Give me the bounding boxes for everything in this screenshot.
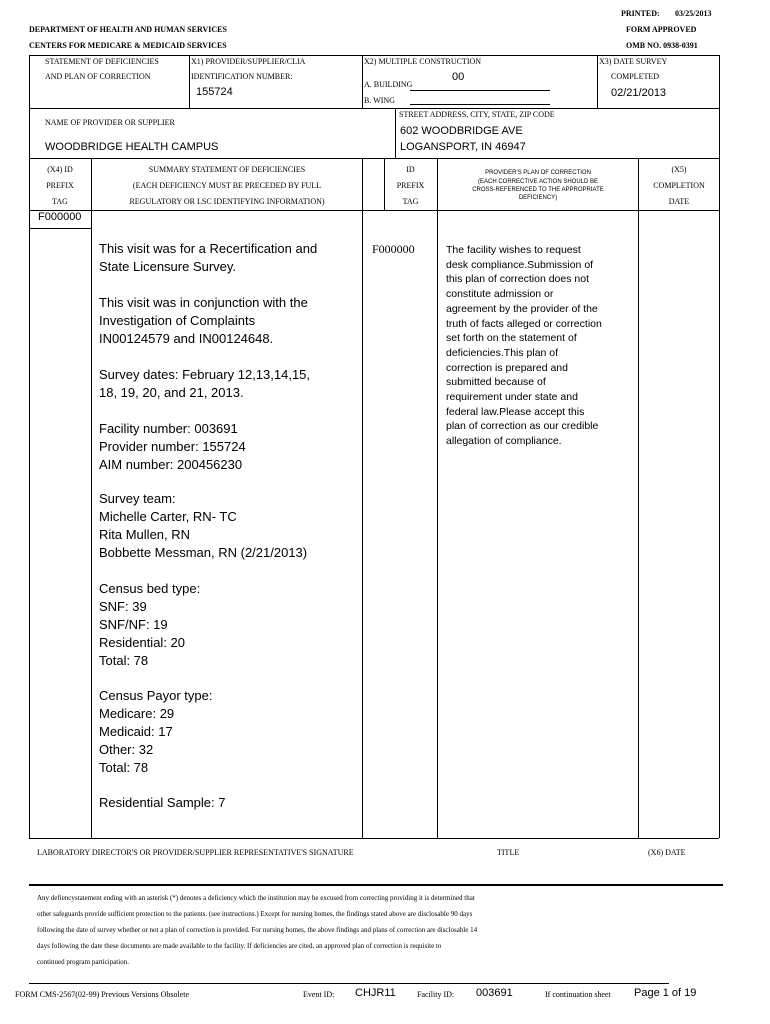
completion-label: COMPLETION bbox=[653, 181, 705, 190]
rule bbox=[29, 228, 91, 229]
plan-header-4: DEFICIENCY) bbox=[518, 195, 558, 201]
x2-label: X2) MULTIPLE CONSTRUCTION bbox=[364, 57, 482, 66]
rule bbox=[29, 158, 719, 159]
x5-label: (X5) bbox=[671, 165, 687, 174]
disclaimer-line: following the date of survey whether or not a plan of correction is provided. For nursing homes, the above findings and plans of correction are disclosable 14 bbox=[37, 926, 478, 934]
rule bbox=[362, 158, 363, 210]
tag-label: TAG bbox=[402, 197, 419, 206]
rule bbox=[29, 210, 719, 211]
wing-label: B. WING bbox=[364, 96, 395, 105]
printed-label: PRINTED: bbox=[621, 9, 660, 18]
rule bbox=[362, 210, 363, 838]
statement-label: STATEMENT OF DEFICIENCIES bbox=[45, 57, 159, 66]
rule bbox=[597, 55, 598, 108]
form-number: FORM CMS-2567(02-99) Previous Versions Obsolete bbox=[15, 990, 190, 999]
plan-label: AND PLAN OF CORRECTION bbox=[45, 72, 151, 81]
form-approved: FORM APPROVED bbox=[626, 25, 697, 34]
rule bbox=[362, 55, 363, 108]
rule bbox=[395, 108, 396, 158]
summary-paragraph: This visit was for a Recertification and State Licensure Survey. bbox=[99, 241, 318, 274]
summary-paragraph: Census Payor type: Medicare: 29 Medicaid: 17 Other: 32 Total: 78 bbox=[99, 688, 213, 775]
department-name: DEPARTMENT OF HEALTH AND HUMAN SERVICES bbox=[29, 25, 227, 34]
rule bbox=[719, 210, 720, 838]
disclaimer-line: continued program participation. bbox=[37, 958, 129, 966]
x1-label-2: IDENTIFICATION NUMBER: bbox=[191, 72, 293, 81]
rule bbox=[29, 838, 719, 839]
omb-number: OMB NO. 0938-0391 bbox=[626, 41, 698, 50]
rule bbox=[189, 55, 190, 108]
rule bbox=[29, 884, 723, 886]
x3-label: X3) DATE SURVEY bbox=[599, 57, 668, 66]
provider-name-label: NAME OF PROVIDER OR SUPPLIER bbox=[45, 118, 175, 127]
rule bbox=[29, 210, 30, 838]
rule bbox=[437, 210, 438, 838]
building-value: 00 bbox=[452, 71, 465, 83]
facility-id-label: Facility ID: bbox=[417, 990, 455, 999]
disclaimer-line: days following the date these documents are made available to the facility. If deficiencies are cited, an approved plan of correction is requisite to bbox=[37, 942, 442, 950]
rule bbox=[29, 108, 30, 158]
summary-paragraph: Survey team: Michelle Carter, RN- TC Rita Mullen, RN Bobbette Messman, RN (2/21/2013) bbox=[99, 491, 308, 560]
disclaimer-line: other safeguards provide sufficient protection to the patients. (see instructions.) Except for nursing homes, the findings stated above are disclosable 90 days bbox=[37, 910, 473, 918]
plan-header-1: PROVIDER'S PLAN OF CORRECTION bbox=[485, 170, 591, 176]
id-label: ID bbox=[406, 165, 415, 174]
rule bbox=[719, 108, 720, 158]
provider-id-value: 155724 bbox=[196, 86, 233, 98]
rule bbox=[29, 108, 719, 109]
deficiency-tag: F000000 bbox=[38, 211, 82, 223]
x4-prefix-label: PREFIX bbox=[46, 181, 74, 190]
event-id-label: Event ID: bbox=[303, 990, 335, 999]
summary-paragraph: Residential Sample: 7 bbox=[99, 795, 226, 810]
rule bbox=[91, 210, 92, 838]
summary-paragraph: Facility number: 003691 Provider number: 155724 AIM number: 200456230 bbox=[99, 421, 246, 472]
x6-date-label: (X6) DATE bbox=[648, 848, 686, 857]
rule bbox=[29, 55, 719, 56]
summary-header-3: REGULATORY OR LSC IDENTIFYING INFORMATION) bbox=[129, 197, 325, 206]
disclaimer-line: Any defiencystatement ending with an asterisk (*) denotes a deficiency which the institution may be excused from correcting providing it is determined that bbox=[37, 894, 475, 902]
survey-date-value: 02/21/2013 bbox=[611, 87, 667, 99]
rule bbox=[29, 55, 30, 108]
provider-name: WOODBRIDGE HEALTH CAMPUS bbox=[45, 141, 219, 153]
centers-name: CENTERS FOR MEDICARE & MEDICAID SERVICES bbox=[29, 41, 227, 50]
summary-paragraph: This visit was in conjunction with the Investigation of Complaints IN00124579 and IN00124648. bbox=[99, 295, 308, 346]
address-line-2: LOGANSPORT, IN 46947 bbox=[400, 141, 526, 153]
page-number: Page 1 of 19 bbox=[634, 987, 697, 999]
rule bbox=[29, 983, 669, 984]
x1-label: X1) PROVIDER/SUPPLIER/CLIA bbox=[191, 57, 306, 66]
continuation-label: If continuation sheet bbox=[545, 990, 611, 999]
rule bbox=[638, 210, 639, 838]
x4-tag-label: TAG bbox=[52, 197, 68, 206]
x3-label-2: COMPLETED bbox=[611, 72, 659, 81]
plan-tag: F000000 bbox=[372, 242, 415, 256]
facility-id-value: 003691 bbox=[476, 987, 513, 999]
address-label: STREET ADDRESS, CITY, STATE, ZIP CODE bbox=[399, 110, 555, 119]
building-label: A. BUILDING bbox=[364, 80, 413, 89]
summary-paragraph: Census bed type: SNF: 39 SNF/NF: 19 Residential: 20 Total: 78 bbox=[99, 581, 201, 668]
signature-label: LABORATORY DIRECTOR'S OR PROVIDER/SUPPLIER REPRESENTATIVE'S SIGNATURE bbox=[37, 848, 354, 857]
printed-date: 03/25/2013 bbox=[675, 9, 712, 18]
wing-underline bbox=[410, 104, 550, 105]
x4-id-label: (X4) ID bbox=[47, 165, 73, 174]
plan-of-correction-text: The facility wishes to request desk compliance.Submission of this plan of correction does not constitute admission or agreement by the provider of the truth of facts alleged or correction set forth on the statement of deficiencies.This plan of correction is prepared and submitted because of requirement under state and federal law.Please accept this plan of correction as our credible allegation of compliance. bbox=[446, 244, 602, 448]
building-underline bbox=[410, 90, 550, 91]
title-label: TITLE bbox=[497, 848, 520, 857]
rule bbox=[719, 158, 720, 210]
summary-header-1: SUMMARY STATEMENT OF DEFICIENCIES bbox=[148, 165, 306, 174]
plan-header-3: CROSS-REFERENCED TO THE APPROPRIATE bbox=[472, 187, 604, 193]
event-id-value: CHJR11 bbox=[355, 987, 396, 999]
summary-header-2: (EACH DEFICIENCY MUST BE PRECEDED BY FULL bbox=[132, 181, 322, 190]
plan-header-2: (EACH CORRECTIVE ACTION SHOULD BE bbox=[477, 179, 599, 185]
date-label: DATE bbox=[668, 197, 690, 206]
prefix-label: PREFIX bbox=[396, 181, 425, 190]
address-line-1: 602 WOODBRIDGE AVE bbox=[400, 125, 523, 137]
summary-paragraph: Survey dates: February 12,13,14,15, 18, 19, 20, and 21, 2013. bbox=[99, 367, 311, 400]
rule bbox=[719, 55, 720, 108]
